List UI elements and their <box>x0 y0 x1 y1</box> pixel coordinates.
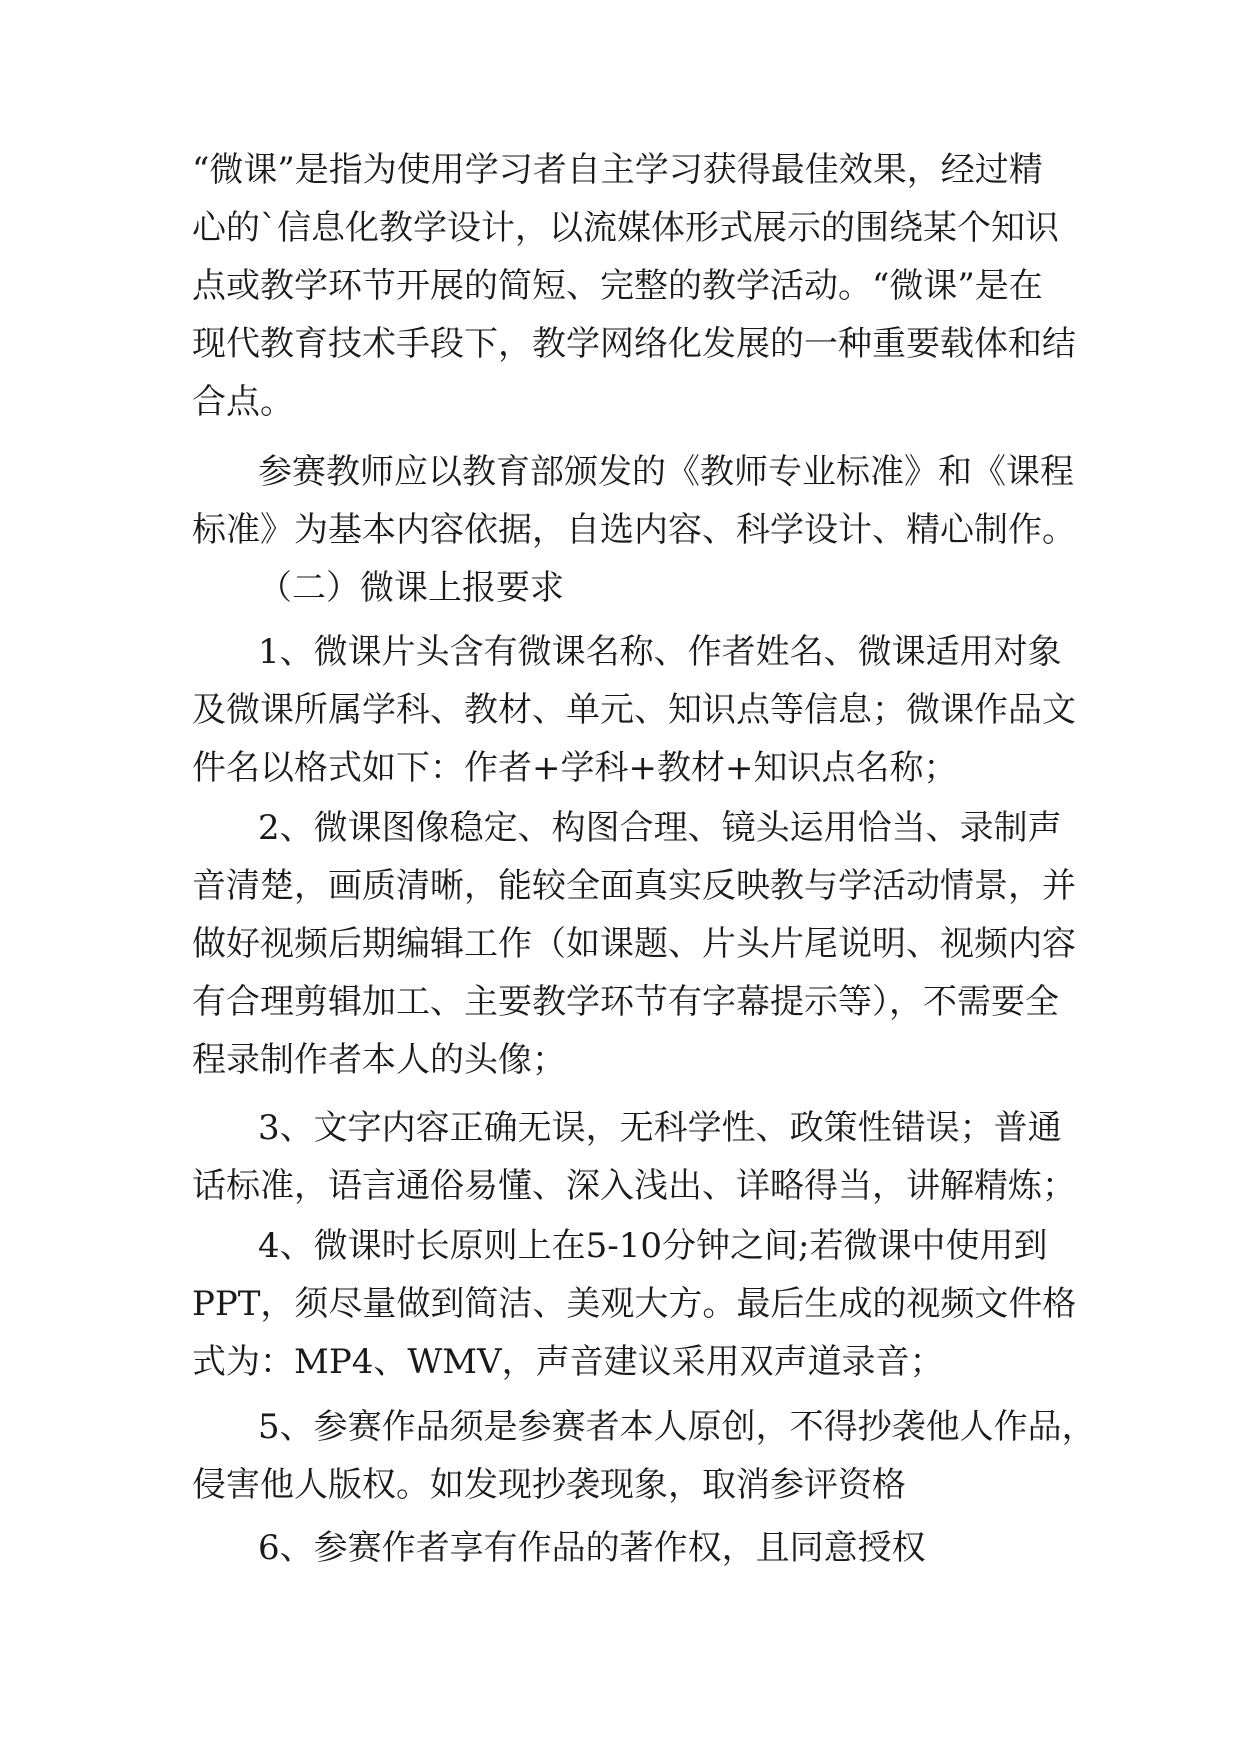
requirement-1-line-3: 件名以格式如下：作者+学科+教材+知识点名称； <box>192 748 958 788</box>
requirement-1-line-1: 1、微课片头含有微课名称、作者姓名、微课适用对象 <box>258 632 1062 672</box>
paragraph-microlesson-definition-line-3: 点或教学环节开展的简短、完整的教学活动。“微课”是在 <box>192 266 1043 306</box>
requirement-5-line-2: 侵害他人版权。如发现抄袭现象，取消参评资格 <box>192 1465 906 1505</box>
requirement-4-line-2: PPT，须尽量做到简洁、美观大方。最后生成的视频文件格 <box>192 1284 1077 1324</box>
section-heading-submission-requirements: （二）微课上报要求 <box>258 568 564 608</box>
requirement-4-line-3: 式为：MP4、WMV，声音建议采用双声道录音； <box>192 1342 944 1382</box>
paragraph-teacher-basis-line-2: 标准》为基本内容依据，自选内容、科学设计、精心制作。 <box>192 510 1076 550</box>
requirement-3-line-1: 3、文字内容正确无误，无科学性、政策性错误；普通 <box>258 1108 1062 1148</box>
requirement-2-line-1: 2、微课图像稳定、构图合理、镜头运用恰当、录制声 <box>258 808 1062 848</box>
requirement-2-line-4: 有合理剪辑加工、主要教学环节有字幕提示等），不需要全 <box>192 982 1059 1022</box>
paragraph-microlesson-definition-line-1: “微课”是指为使用学习者自主学习获得最佳效果，经过精 <box>192 150 1043 190</box>
requirement-2-line-2: 音清楚，画质清晰，能较全面真实反映教与学活动情景，并 <box>192 866 1076 906</box>
requirement-5-line-1: 5、参赛作品须是参赛者本人原创，不得抄袭他人作品， <box>258 1407 1096 1447</box>
requirement-4-line-1: 4、微课时长原则上在5-10分钟之间;若微课中使用到 <box>258 1226 1048 1266</box>
requirement-2-line-5: 程录制作者本人的头像； <box>192 1040 566 1080</box>
requirement-1-line-2: 及微课所属学科、教材、单元、知识点等信息；微课作品文 <box>192 690 1076 730</box>
paragraph-microlesson-definition-line-2: 心的`信息化教学设计，以流媒体形式展示的围绕某个知识 <box>192 208 1059 248</box>
requirement-3-line-2: 话标准，语言通俗易懂、深入浅出、详略得当，讲解精炼； <box>192 1166 1076 1206</box>
requirement-6-line-1: 6、参赛作者享有作品的著作权，且同意授权 <box>258 1528 926 1568</box>
paragraph-microlesson-definition-line-5: 合点。 <box>192 382 294 422</box>
requirement-2-line-3: 做好视频后期编辑工作（如课题、片头片尾说明、视频内容 <box>192 924 1076 964</box>
paragraph-teacher-basis-line-1: 参赛教师应以教育部颁发的《教师专业标准》和《课程 <box>258 452 1074 492</box>
paragraph-microlesson-definition-line-4: 现代教育技术手段下，教学网络化发展的一种重要载体和结 <box>192 324 1076 364</box>
